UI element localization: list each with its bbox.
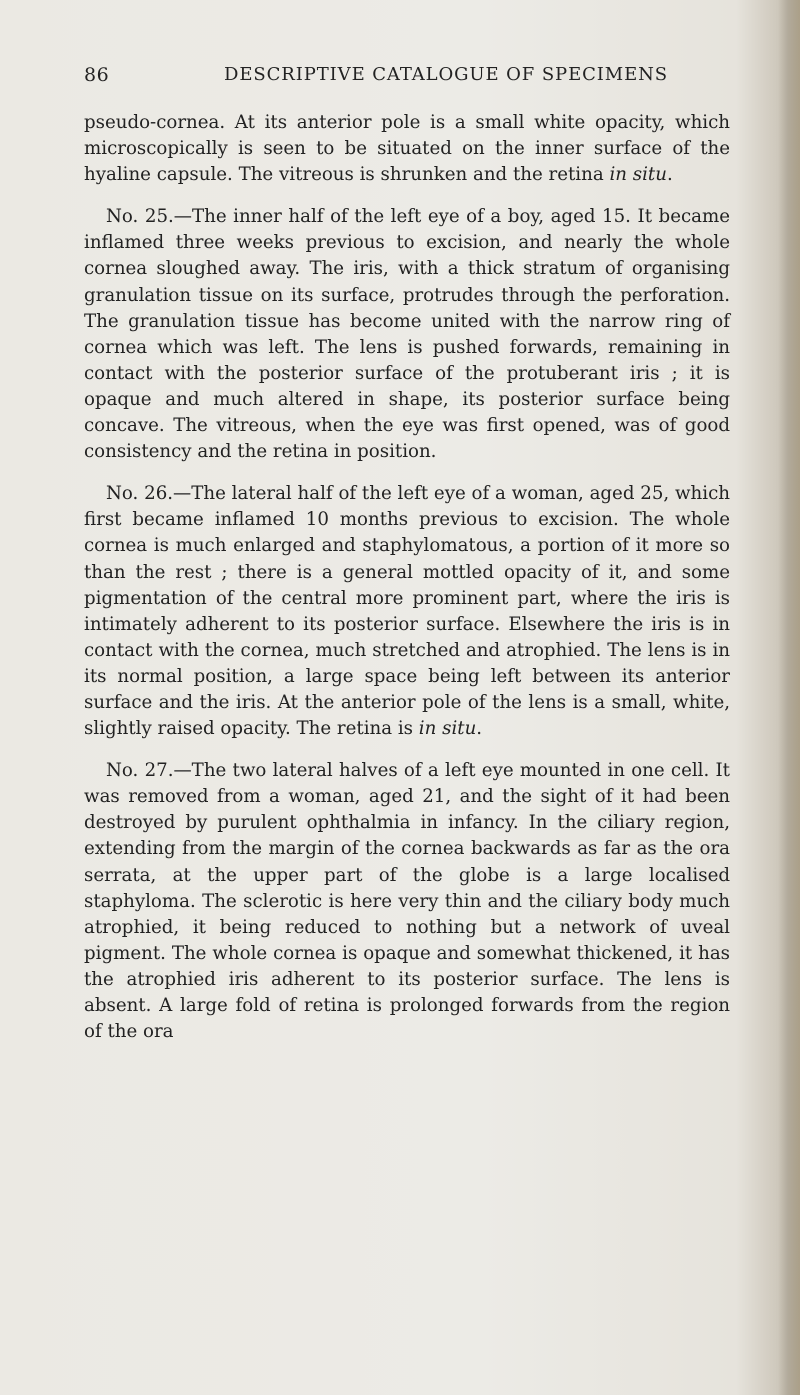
running-head: DESCRIPTIVE CATALOGUE OF SPECIMENS	[224, 64, 669, 85]
page-number: 86	[84, 64, 110, 86]
italic-in-situ: in situ	[609, 164, 667, 186]
paragraph-no-27: No. 27.—The two lateral halves of a left eye mounted in one cell. It was removed from a woman, aged 21, and the sight of it had been destroyed by purulent ophthalmia in infancy. In the ciliary region, extending from the margin of the cornea backwards as far as the ora serrata, at the upper part of the globe is a large localised staphyloma. The sclerotic is here very thin and the ciliary body much atrophied, it being reduced to nothing but a network of uveal pigment. The whole cornea is opaque and somewhat thickened, it has the atrophied iris adherent to its posterior surface. The lens is absent. A large fold of retina is prolonged forwards from the region of the ora	[84, 760, 730, 1043]
paragraph-no-25: No. 25.—The inner half of the left eye of a boy, aged 15. It became inflamed three weeks previous to excision, and nearly the whole cornea sloughed away. The iris, with a thick stratum of organising granulation tissue on its surface, protrudes through the perforation. The granulation tissue has become united with the narrow ring of cornea which was left. The lens is pushed forwards, remaining in contact with the posterior surface of the protuberant iris ; it is opaque and much altered in shape, its posterior surface being concave. The vitreous, when the eye was first opened, was of good consistency and the retina in position.	[84, 206, 730, 463]
paragraph-continuation: pseudo-cornea. At its anterior pole is a small white opacity, which microscopically is seen to be situated on the inner surface of the hyaline capsule. The vitreous is shrunken and the retina in situ.	[84, 112, 730, 186]
page-edge-shadow	[778, 0, 800, 1395]
page-header	[84, 64, 764, 90]
italic-in-situ: in situ	[418, 718, 477, 740]
body-text	[84, 110, 730, 1045]
paragraph-no-26: No. 26.—The lateral half of the left eye of a woman, aged 25, which first became inflamed 10 months previous to excision. The whole cornea is much enlarged and staphylomatous, a portion of it more so than the rest ; there is a general mottled opacity of it, and some pigmentation of the central more prominent part, where the iris is intimately adherent to its posterior surface. Elsewhere the iris is in contact with the cornea, much stretched and atrophied. The lens is in its normal position, a large space being left between its anterior surface and the iris. At the anterior pole of the lens is a small, white, slightly raised opacity. The retina is in situ.	[84, 483, 730, 740]
